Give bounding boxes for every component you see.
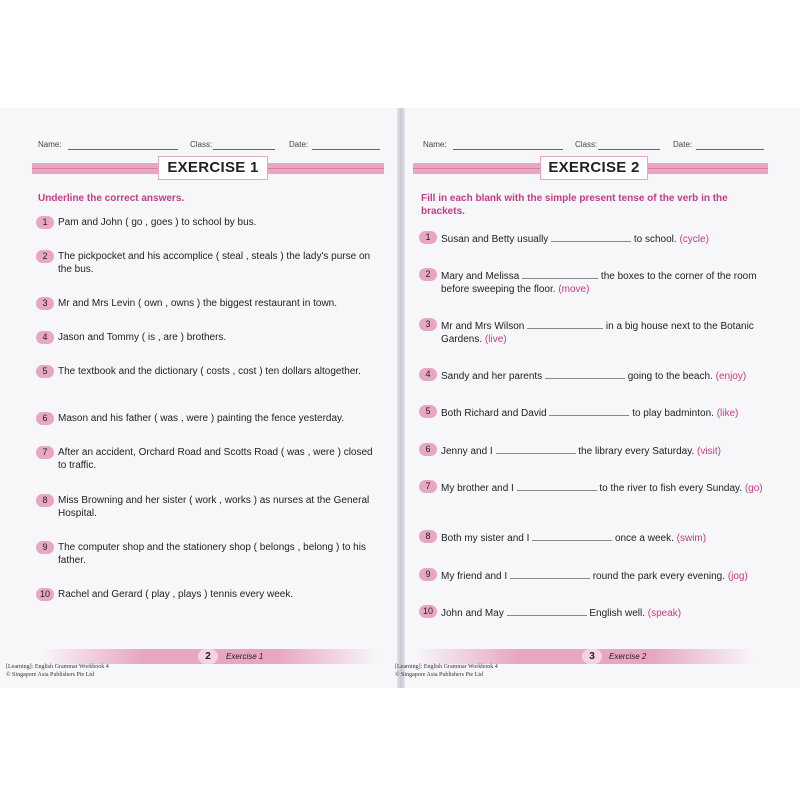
- date-field-line: [696, 149, 764, 150]
- item-text: [441, 368, 770, 383]
- item-text-after: the boxes to the corner of the room before sweeping the floor.: [441, 271, 757, 295]
- copyright-line: © Singapore Asia Publishers Pte Ltd: [395, 672, 484, 678]
- exercise-title: EXERCISE 1: [158, 156, 268, 180]
- name-field-line: [453, 149, 563, 150]
- item-text-before: Susan and Betty usually: [441, 234, 549, 245]
- item-number: 4: [36, 331, 54, 344]
- item-text: Mason and his father ( was , were ) painting the fence yesterday.: [58, 413, 345, 424]
- item-text: [441, 443, 770, 458]
- item-text: [441, 605, 770, 620]
- item-number: 1: [36, 216, 54, 229]
- item-number: 6: [36, 412, 54, 425]
- name-field-line: [68, 149, 178, 150]
- item-number: 7: [419, 480, 437, 493]
- item-number: 9: [36, 541, 54, 554]
- item-number: 2: [36, 250, 54, 263]
- page-number: 3: [582, 649, 602, 664]
- item-text: [441, 405, 770, 420]
- answer-blank[interactable]: [549, 405, 629, 416]
- instruction-text: Fill in each blank with the simple present tense of the verb in the brackets.: [421, 193, 728, 217]
- answer-blank[interactable]: [522, 268, 598, 279]
- verb-hint: (go): [744, 483, 763, 494]
- item-number: 1: [419, 231, 437, 244]
- verb-hint: (cycle): [679, 234, 709, 245]
- copyright-line: [Learning]: English Grammar Workbook 4: [395, 664, 498, 670]
- item-text-before: My brother and I: [441, 483, 514, 494]
- item-text-after: in a big house next to the Botanic Gardens.: [441, 321, 754, 345]
- verb-hint: (swim): [676, 533, 707, 544]
- right-page: [395, 108, 800, 688]
- item-number: 6: [419, 443, 437, 456]
- item-text-after: the library every Saturday.: [578, 446, 695, 457]
- verb-hint: (jog): [727, 571, 748, 582]
- answer-blank[interactable]: [517, 480, 597, 491]
- page-header: [423, 140, 776, 152]
- item-text-after: round the park every evening.: [592, 571, 726, 582]
- item-number: 3: [419, 318, 437, 331]
- item-text: [441, 480, 770, 495]
- item-number: 5: [36, 365, 54, 378]
- item-number: 3: [36, 297, 54, 310]
- item-text: Rachel and Gerard ( play , plays ) tennis every week.: [58, 589, 294, 600]
- item-text-after: to school.: [633, 234, 677, 245]
- item-text-before: Mr and Mrs Wilson: [441, 321, 525, 332]
- item-text: [441, 568, 770, 583]
- page-label: Exercise 1: [226, 652, 264, 661]
- workbook-spread: [0, 108, 800, 688]
- item-text: Mr and Mrs Levin ( own , owns ) the biggest restaurant in town.: [58, 298, 338, 309]
- item-text-after: going to the beach.: [627, 371, 713, 382]
- verb-hint: (visit): [697, 446, 721, 457]
- item-text: Jason and Tommy ( is , are ) brothers.: [58, 332, 227, 343]
- item-text: After an accident, Orchard Road and Scotts Road ( was , were ) closed to traffic.: [58, 447, 373, 471]
- item-text: Pam and John ( go , goes ) to school by bus.: [58, 217, 257, 228]
- item-text-before: Jenny and I: [441, 446, 493, 457]
- item-text-before: Mary and Melissa: [441, 271, 520, 282]
- item-text: The textbook and the dictionary ( costs , cost ) ten dollars altogether.: [58, 366, 361, 377]
- item-text-before: Sandy and her parents: [441, 371, 543, 382]
- class-label: Class:: [190, 140, 213, 149]
- item-text-after: once a week.: [614, 533, 674, 544]
- verb-hint: (speak): [647, 608, 682, 619]
- date-label: Date:: [673, 140, 693, 149]
- item-text: The computer shop and the stationery shop ( belongs , belong ) to his father.: [58, 542, 366, 566]
- item-text-before: My friend and I: [441, 571, 508, 582]
- item-text-before: John and May: [441, 608, 504, 619]
- item-text: Miss Browning and her sister ( work , works ) as nurses at the General Hospital.: [58, 495, 370, 519]
- answer-blank[interactable]: [527, 318, 603, 329]
- item-number: 10: [419, 605, 437, 618]
- page-label: Exercise 2: [609, 652, 647, 661]
- name-label: Name:: [38, 140, 62, 149]
- answer-blank[interactable]: [496, 443, 576, 454]
- item-number: 10: [36, 588, 54, 601]
- date-label: Date:: [289, 140, 309, 149]
- answer-blank[interactable]: [532, 530, 612, 541]
- answer-blank[interactable]: [510, 568, 590, 579]
- item-number: 5: [419, 405, 437, 418]
- verb-hint: (enjoy): [715, 371, 747, 382]
- item-text: The pickpocket and his accomplice ( steal , steals ) the lady's purse on the bus.: [58, 251, 371, 275]
- verb-hint: (like): [716, 408, 739, 419]
- book-gutter: [397, 108, 405, 688]
- item-text-before: Both my sister and I: [441, 533, 530, 544]
- item-text-before: Both Richard and David: [441, 408, 547, 419]
- copyright-line: © Singapore Asia Publishers Pte Ltd: [6, 672, 95, 678]
- instruction-text: Underline the correct answers.: [38, 193, 185, 204]
- name-label: Name:: [423, 140, 447, 149]
- left-page: [0, 108, 397, 688]
- page-header: [38, 140, 377, 152]
- item-text: [441, 318, 770, 346]
- item-number: 8: [36, 494, 54, 507]
- item-text-after: English well.: [589, 608, 645, 619]
- item-text-after: to the river to fish every Sunday.: [599, 483, 743, 494]
- item-text: [441, 231, 770, 246]
- item-number: 4: [419, 368, 437, 381]
- item-number: 7: [36, 446, 54, 459]
- verb-hint: (live): [484, 334, 507, 345]
- date-field-line: [312, 149, 380, 150]
- item-number: 8: [419, 530, 437, 543]
- class-label: Class:: [575, 140, 598, 149]
- item-text-after: to play badminton.: [632, 408, 714, 419]
- item-text: [441, 268, 770, 296]
- answer-blank[interactable]: [545, 368, 625, 379]
- exercise-title: EXERCISE 2: [540, 156, 648, 180]
- class-field-line: [598, 149, 660, 150]
- class-field-line: [213, 149, 275, 150]
- page-number: 2: [198, 649, 218, 664]
- item-number: 9: [419, 568, 437, 581]
- answer-blank[interactable]: [551, 231, 631, 242]
- item-number: 2: [419, 268, 437, 281]
- answer-blank[interactable]: [507, 605, 587, 616]
- verb-hint: (move): [558, 284, 590, 295]
- copyright-line: [Learning]: English Grammar Workbook 4: [6, 664, 109, 670]
- item-text: [441, 530, 770, 545]
